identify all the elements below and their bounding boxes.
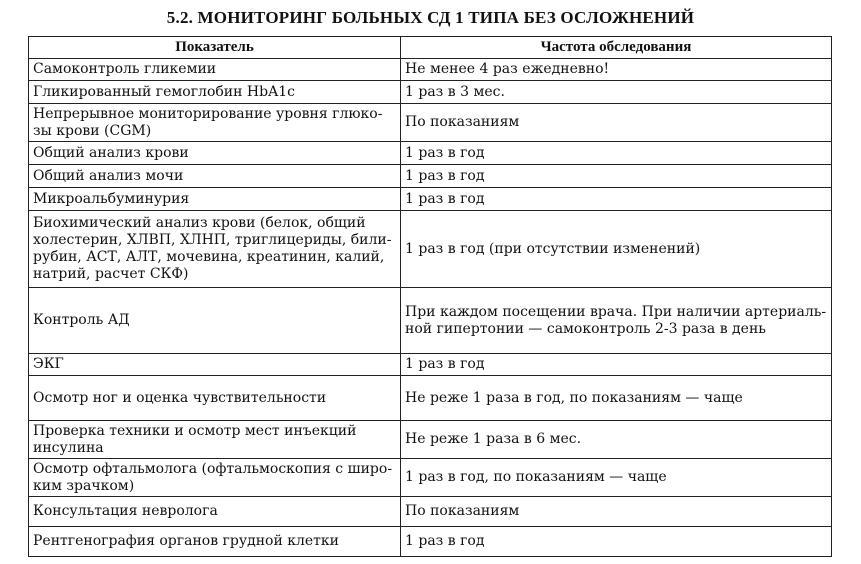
frequency-cell: 1 раз в год	[401, 527, 832, 557]
frequency-cell: 1 раз в год (при отсутствии изменений)	[401, 211, 832, 288]
indicator-cell: Контроль АД	[29, 288, 401, 354]
table-row	[29, 421, 832, 459]
frequency-cell: 1 раз в год	[401, 188, 832, 211]
frequency-cell: Не реже 1 раза в год, по показаниям — чаще	[401, 376, 832, 421]
indicator-cell: Осмотр офтальмолога (офтальмоскопия с широ-ким зрачком)	[29, 459, 401, 497]
indicator-cell: Биохимический анализ крови (белок, общий холестерин, ХЛВП, ХЛНП, триглицериды, били-рубин, АСТ, АЛТ, мочевина, креатинин, калий, натрий, расчет СКФ)	[29, 211, 401, 288]
monitoring-table	[28, 36, 832, 557]
indicator-cell: Консультация невролога	[29, 497, 401, 527]
table-row	[29, 81, 832, 104]
indicator-cell: Проверка техники и осмотр мест инъекций инсулина	[29, 421, 401, 459]
table-row	[29, 59, 832, 81]
frequency-cell: Не менее 4 раз ежедневно!	[401, 59, 832, 81]
indicator-cell: Общий анализ мочи	[29, 165, 401, 188]
table-row	[29, 211, 832, 288]
indicator-cell: Рентгенография органов грудной клетки	[29, 527, 401, 557]
frequency-cell: При каждом посещении врача. При наличии артериаль-ной гипертонии — самоконтроль 2-3 раза в день	[401, 288, 832, 354]
frequency-cell: По показаниям	[401, 497, 832, 527]
frequency-cell: 1 раз в год, по показаниям — чаще	[401, 459, 832, 497]
table-row	[29, 376, 832, 421]
table-row	[29, 104, 832, 142]
frequency-cell: Не реже 1 раза в 6 мес.	[401, 421, 832, 459]
table-row	[29, 354, 832, 376]
column-header-indicator: Показатель	[29, 37, 401, 59]
indicator-cell: ЭКГ	[29, 354, 401, 376]
frequency-cell: 1 раз в год	[401, 142, 832, 165]
indicator-cell: Общий анализ крови	[29, 142, 401, 165]
table-header-row	[29, 37, 832, 59]
indicator-cell: Непрерывное мониторирование уровня глюко-зы крови (CGM)	[29, 104, 401, 142]
frequency-cell: 1 раз в год	[401, 165, 832, 188]
table-row	[29, 142, 832, 165]
column-header-frequency: Частота обследования	[401, 37, 832, 59]
indicator-cell: Микроальбуминурия	[29, 188, 401, 211]
table-row	[29, 165, 832, 188]
table-row	[29, 459, 832, 497]
frequency-cell: По показаниям	[401, 104, 832, 142]
frequency-cell: 1 раз в 3 мес.	[401, 81, 832, 104]
indicator-cell: Осмотр ног и оценка чувствительности	[29, 376, 401, 421]
table-row	[29, 527, 832, 557]
table-row	[29, 497, 832, 527]
indicator-cell: Самоконтроль гликемии	[29, 59, 401, 81]
indicator-cell: Гликированный гемоглобин HbA1c	[29, 81, 401, 104]
document-title: 5.2. МОНИТОРИНГ БОЛЬНЫХ СД 1 ТИПА БЕЗ ОСЛОЖНЕНИЙ	[166, 8, 695, 27]
table-row	[29, 288, 832, 354]
table-row	[29, 188, 832, 211]
frequency-cell: 1 раз в год	[401, 354, 832, 376]
